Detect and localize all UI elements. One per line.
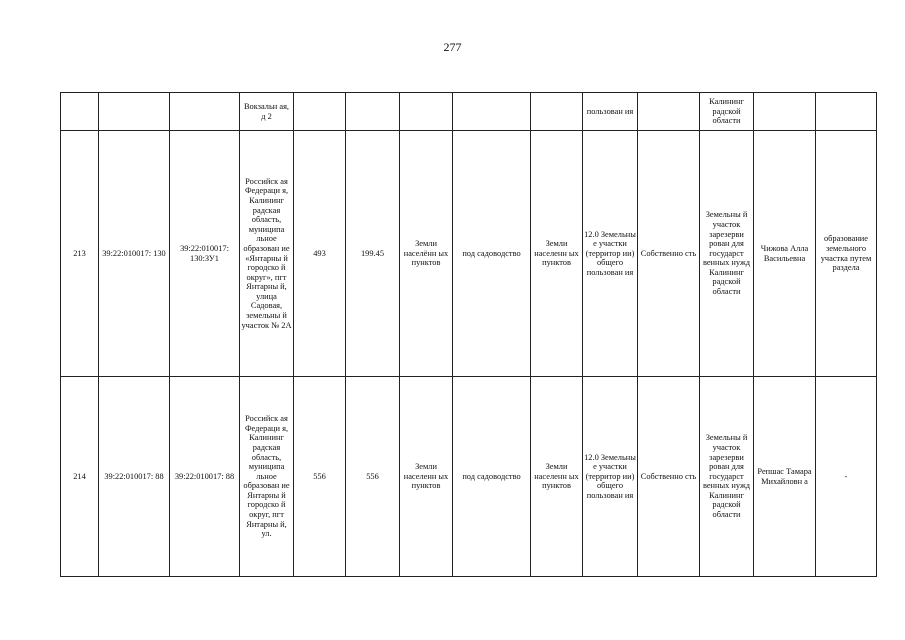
cell-land-category-new: Земли населенн ых пунктов <box>531 377 583 577</box>
cell-area-total: 556 <box>294 377 346 577</box>
cell-note: образование земельного участка путем раздела <box>816 131 877 377</box>
cell-number <box>61 93 99 131</box>
cell-permitted-use-new: 12.0 Земельны е участки (территор ии) общего пользован ия <box>583 377 638 577</box>
cell-note <box>816 93 877 131</box>
cell-cadastral-new: 39:22:010017: 88 <box>170 377 240 577</box>
table-row-carryover <box>61 93 877 131</box>
cell-encumbrance: Земельны й участок зарезерви рован для государст венных нужд Калининг радской области <box>700 377 754 577</box>
cell-land-category-new: Земли населенн ых пунктов <box>531 131 583 377</box>
cell-right-type: Собственно сть <box>638 377 700 577</box>
cell-owner <box>754 93 816 131</box>
cell-cadastral-new <box>170 93 240 131</box>
cell-cadastral-new: 39:22:010017: 130:ЗУ1 <box>170 131 240 377</box>
cell-encumbrance: Калининг радской области <box>700 93 754 131</box>
cell-cadastral-source <box>99 93 170 131</box>
cell-area-reserved: 199.45 <box>346 131 400 377</box>
cell-cadastral-source: 39:22:010017: 130 <box>99 131 170 377</box>
cell-permitted-use-new: пользован ия <box>583 93 638 131</box>
land-registry-table <box>60 92 877 577</box>
cell-right-type: Собственно сть <box>638 131 700 377</box>
cell-address: Российск ая Федераци я, Калининг радская область, муниципа льное образован ие Янтарны й городско й округ, пгт Янтарны й, ул. <box>240 377 294 577</box>
cell-land-category: Земли населенн ых пунктов <box>400 377 453 577</box>
cell-permitted-use: под садоводство <box>453 131 531 377</box>
cell-area-total: 493 <box>294 131 346 377</box>
cell-address: Российск ая Федераци я, Калининг радская область, муниципа льное образован ие «Янтарны й городско й округ», пгт Янтарны й, улица Садовая, земельны й участок № 2А <box>240 131 294 377</box>
table-row <box>61 131 877 377</box>
cell-land-category: Земли населённ ых пунктов <box>400 131 453 377</box>
cell-encumbrance: Земельны й участок зарезерви рован для государст венных нужд Калининг радской области <box>700 131 754 377</box>
cell-permitted-use <box>453 93 531 131</box>
cell-owner: Чижова Алла Васильевна <box>754 131 816 377</box>
cell-right-type <box>638 93 700 131</box>
cell-owner: Репшас Тамара Михайловн а <box>754 377 816 577</box>
page-number: 277 <box>443 40 462 54</box>
cell-land-category-new <box>531 93 583 131</box>
cell-note: - <box>816 377 877 577</box>
cell-area-total <box>294 93 346 131</box>
cell-number: 213 <box>61 131 99 377</box>
cell-land-category <box>400 93 453 131</box>
cell-number: 214 <box>61 377 99 577</box>
cell-permitted-use-new: 12.0 Земельны е участки (территор ии) общего пользован ия <box>583 131 638 377</box>
table-row <box>61 377 877 577</box>
cell-area-reserved: 556 <box>346 377 400 577</box>
cell-permitted-use: под садоводство <box>453 377 531 577</box>
cell-address: Вокзальн ая, д 2 <box>240 93 294 131</box>
cell-cadastral-source: 39:22:010017: 88 <box>99 377 170 577</box>
cell-area-reserved <box>346 93 400 131</box>
